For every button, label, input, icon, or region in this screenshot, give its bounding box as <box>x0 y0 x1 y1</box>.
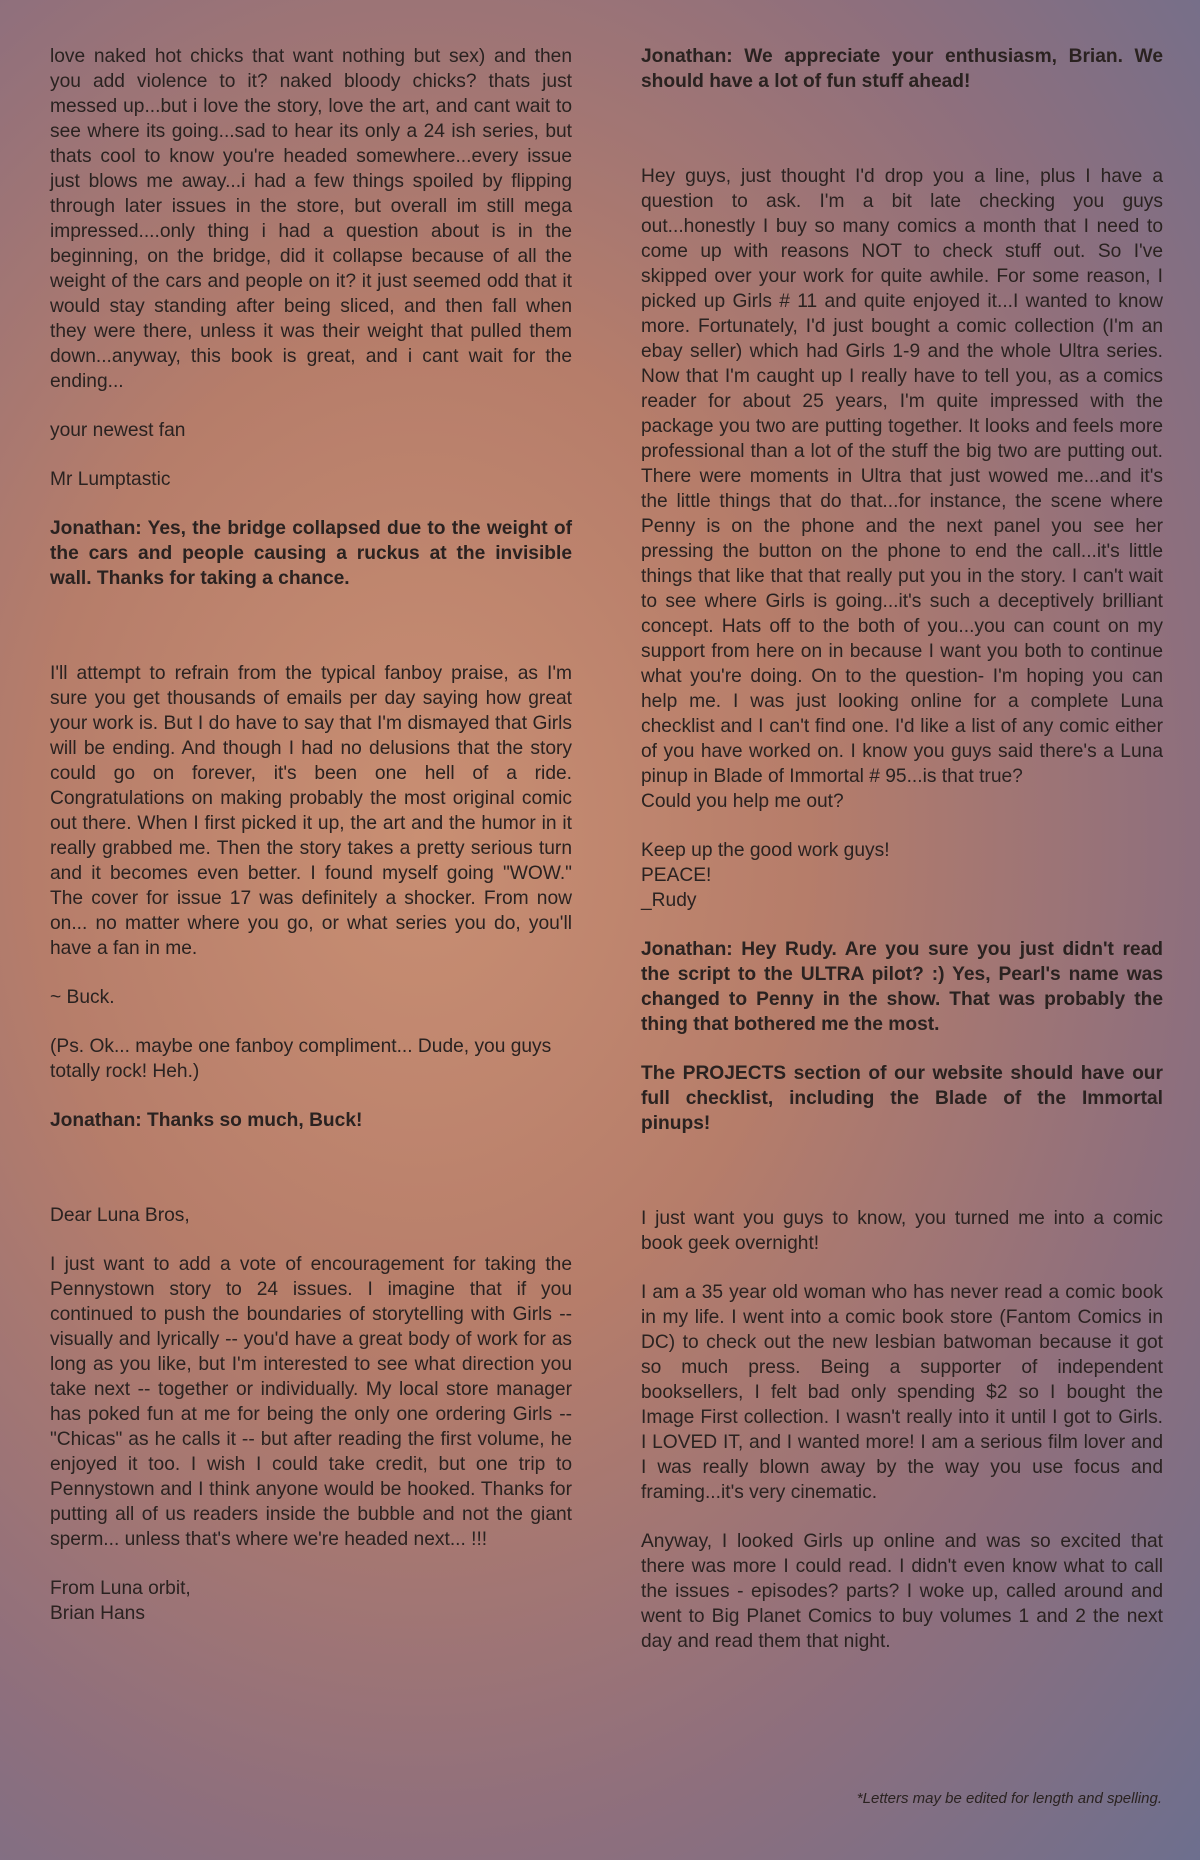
letter-signature: Mr Lumptastic <box>50 469 171 490</box>
editor-reply: Jonathan: Thanks so much, Buck! <box>50 1110 363 1131</box>
letter-postscript: (Ps. Ok... maybe one fanboy compliment... Dude, you guys totally rock! Heh.) <box>50 1036 552 1082</box>
editor-reply: The PROJECTS section of our website should have our full checklist, including the Blade of the Immortal pinups! <box>641 1063 1163 1134</box>
letter-signature: _Rudy <box>641 890 697 911</box>
letter-signoff: From Luna orbit, <box>50 1578 191 1599</box>
spacer <box>641 1160 1163 1206</box>
editor-reply: Jonathan: We appreciate your enthusiasm, Brian. We should have a lot of fun stuff ahead! <box>641 46 1163 92</box>
left-column <box>50 44 572 1650</box>
letter-paragraph: love naked hot chicks that want nothing but sex) and then you add violence to it? naked bloody chicks? thats just messed up...but i love the story, love the art, and cant wait to see where its going...sad to hear its only a 24 ish series, but thats cool to know you're headed somewhere...every issue just blows me away...i had a few things spoiled by flipping through later issues in the store, but overall im still mega impressed....only thing i had a question about is in the beginning, on the bridge, did it collapse because of all the weight of the cars and people on it? it just seemed odd that it would stay standing after being sliced, and then fall when they were there, unless it was their weight that pulled them down...anyway, this book is great, and i cant wait for the ending... <box>50 46 572 392</box>
letter-signoff: Keep up the good work guys! <box>641 840 890 861</box>
letter-paragraph: I am a 35 year old woman who has never read a comic book in my life. I went into a comic book store (Fantom Comics in DC) to check out the new lesbian batwoman because it got so much press. Being a supporter of independent booksellers, I felt bad only spending $2 so I bought the Image First collection. I wasn't really into it until I got to Girls. I LOVED IT, and I wanted more! I am a serious film lover and I was really blown away by the way you use focus and framing...it's very cinematic. <box>641 1282 1163 1503</box>
letter-paragraph: Hey guys, just thought I'd drop you a line, plus I have a question to ask. I'm a bit late checking you guys out...honestly I buy so many comics a month that I need to come up with reasons NOT to check stuff out. So I've skipped over your work for quite awhile. For some reason, I picked up Girls # 11 and quite enjoyed it...I wanted to know more. Fortunately, I'd just bought a comic collection (I'm an ebay seller) which had Girls 1-9 and the whole Ultra series. Now that I'm caught up I really have to tell you, as a comics reader for about 25 years, I'm quite impressed with the package you two are putting together. It looks and feels more professional than a lot of the stuff the big two are putting out. There were moments in Ultra that just wowed me...and it's the little things that do that...for instance, the scene where Penny is on the phone and the next panel you see her pressing the button on the phone to end the call...it's little things that like that that really put you in the story. I can't wait to see where Girls is going...it's such a deceptively brilliant concept. Hats off to the both of you...you can count on my support from here on in because I want you both to continue what you're doing. On to the question- I'm hoping you can help me. I was just looking online for a complete Luna checklist and I can't find one. I'd like a list of any comic either of you have worked on. I know you guys said there's a Luna pinup in Blade of Immortal # 95...is that true? <box>641 166 1163 787</box>
letter-signoff: PEACE! <box>641 865 712 886</box>
letter-salutation: Dear Luna Bros, <box>50 1205 190 1226</box>
editing-footnote: *Letters may be edited for length and spelling. <box>856 1790 1162 1807</box>
letter-signature: ~ Buck. <box>50 987 115 1008</box>
editor-reply: Jonathan: Yes, the bridge collapsed due to the weight of the cars and people causing a ruckus at the invisible wall. Thanks for taking a chance. <box>50 518 572 589</box>
spacer <box>641 118 1163 164</box>
letter-paragraph: I just want to add a vote of encouragement for taking the Pennystown story to 24 issues. I imagine that if you continued to push the boundaries of storytelling with Girls -- visually and lyrically -- you'd have a great body of work for as long as you like, but I'm interested to see what direction you take next -- together or individually. My local store manager has poked fun at me for being the only one ordering Girls -- "Chicas" as he calls it -- but after reading the first volume, he enjoyed it too. I wish I could take credit, but one trip to Pennystown and I think anyone would be hooked. Thanks for putting all of us readers inside the bubble and not the giant sperm... unless that's where we're headed next... !!! <box>50 1254 572 1550</box>
spacer <box>50 1157 572 1203</box>
letter-paragraph: I'll attempt to refrain from the typical fanboy praise, as I'm sure you get thousands of emails per day saying how great your work is. But I do have to say that I'm dismayed that Girls will be ending. And though I had no delusions that the story could go on forever, it's been one hell of a ride. Congratulations on making probably the most original comic out there. When I first picked it up, the art and the humor in it really grabbed me. Then the story takes a pretty serious turn and it becomes even better. I found myself going "WOW." The cover for issue 17 was definitely a shocker. From now on... no matter where you go, or what series you do, you'll have a fan in me. <box>50 663 572 959</box>
spacer <box>50 615 572 661</box>
letter-question: Could you help me out? <box>641 791 844 812</box>
letter-paragraph: Anyway, I looked Girls up online and was so excited that there was more I could read. I didn't even know what to call the issues - episodes? parts? I woke up, called around and went to Big Planet Comics to buy volumes 1 and 2 the next day and read them that night. <box>641 1531 1163 1652</box>
letter-signoff: your newest fan <box>50 420 186 441</box>
letter-paragraph: I just want you guys to know, you turned me into a comic book geek overnight! <box>641 1208 1163 1254</box>
right-column <box>641 44 1163 1678</box>
letter-signature: Brian Hans <box>50 1603 145 1624</box>
editor-reply: Jonathan: Hey Rudy. Are you sure you just didn't read the script to the ULTRA pilot? :) Yes, Pearl's name was changed to Penny in the show. That was probably the thing that bothered me the most. <box>641 939 1163 1035</box>
